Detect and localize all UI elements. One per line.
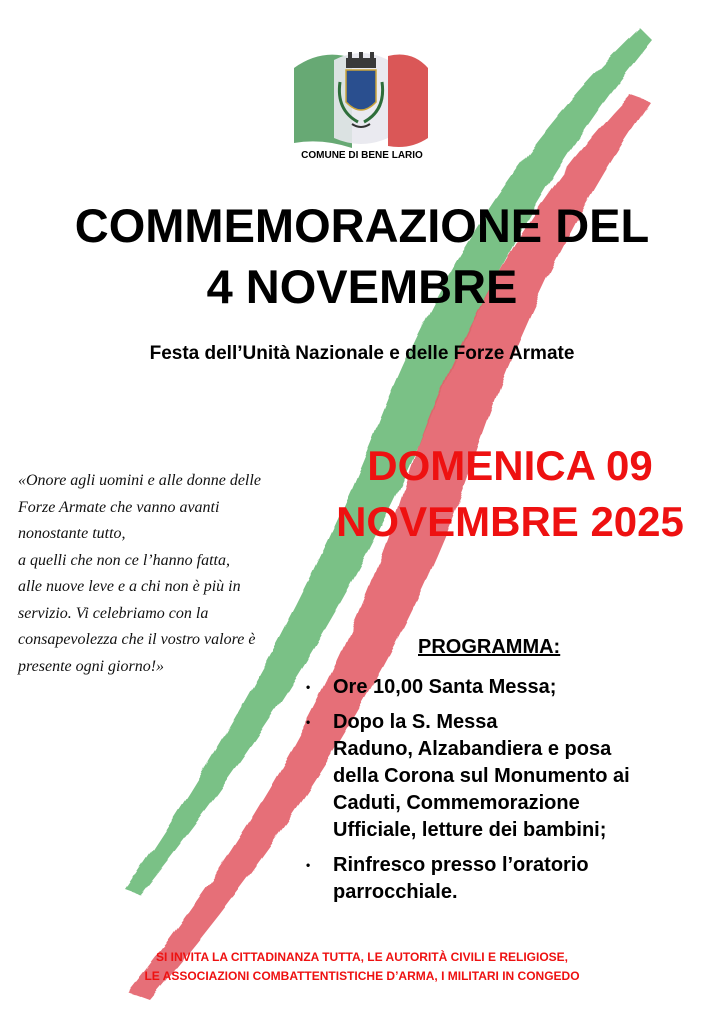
footer-invitation bbox=[10, 948, 714, 986]
programma-item bbox=[306, 709, 716, 844]
main-title bbox=[20, 195, 704, 317]
quote-line: a quelli che non ce l’hanno fatta, bbox=[18, 551, 230, 569]
quote-line: consapevolezza che il vostro valore è bbox=[18, 631, 256, 648]
programma-line: Ore 10,00 Santa Messa; bbox=[333, 676, 557, 698]
quote-line: Forze Armate che vanno avanti bbox=[18, 498, 220, 516]
coat-of-arms-icon bbox=[292, 38, 430, 150]
bullet-icon: • bbox=[306, 715, 311, 729]
date-line: DOMENICA 09 bbox=[367, 442, 653, 489]
event-date bbox=[300, 438, 720, 550]
programma-line: parrocchiale. bbox=[333, 881, 458, 903]
programma-line: Rinfresco presso l’oratorio bbox=[333, 854, 589, 876]
comune-label: COMUNE DI BENE LARIO bbox=[301, 150, 423, 161]
quote-line: nonostante tutto, bbox=[18, 525, 126, 542]
programma-line: Caduti, Commemorazione bbox=[333, 792, 580, 814]
quote-line: «Onore agli uomini e alle donne delle bbox=[18, 472, 261, 489]
quote-line: servizio. Vi celebriamo con la bbox=[18, 604, 209, 622]
footer-line: LE ASSOCIAZIONI COMBATTENTISTICHE D’ARMA, I MILITARI IN CONGEDO bbox=[144, 969, 580, 983]
footer-line: SI INVITA LA CITTADINANZA TUTTA, LE AUTORITÀ CIVILI E RELIGIOSE, bbox=[156, 950, 568, 964]
programma-line: Dopo la S. Messa bbox=[333, 711, 498, 733]
bullet-icon: • bbox=[306, 680, 311, 694]
quote-line: presente ogni giorno!» bbox=[18, 657, 165, 675]
programma-title: PROGRAMMA: bbox=[418, 636, 561, 658]
programma-line: della Corona sul Monumento ai bbox=[333, 765, 630, 787]
title-line: COMMEMORAZIONE DEL bbox=[74, 199, 650, 252]
programma-line: Ufficiale, letture dei bambini; bbox=[333, 819, 607, 841]
title-line: 4 NOVEMBRE bbox=[206, 260, 518, 313]
programma-line: Raduno, Alzabandiera e posa bbox=[333, 738, 612, 760]
programma-item bbox=[306, 852, 716, 906]
subtitle: Festa dell’Unità Nazionale e delle Forze Armate bbox=[149, 343, 575, 364]
quote-line: alle nuove leve e a chi non è più in bbox=[18, 578, 241, 595]
programma-list bbox=[306, 674, 716, 914]
quote-block bbox=[18, 468, 268, 680]
programma-item bbox=[306, 674, 716, 701]
bullet-icon: • bbox=[306, 858, 311, 872]
date-line: NOVEMBRE 2025 bbox=[336, 498, 684, 545]
